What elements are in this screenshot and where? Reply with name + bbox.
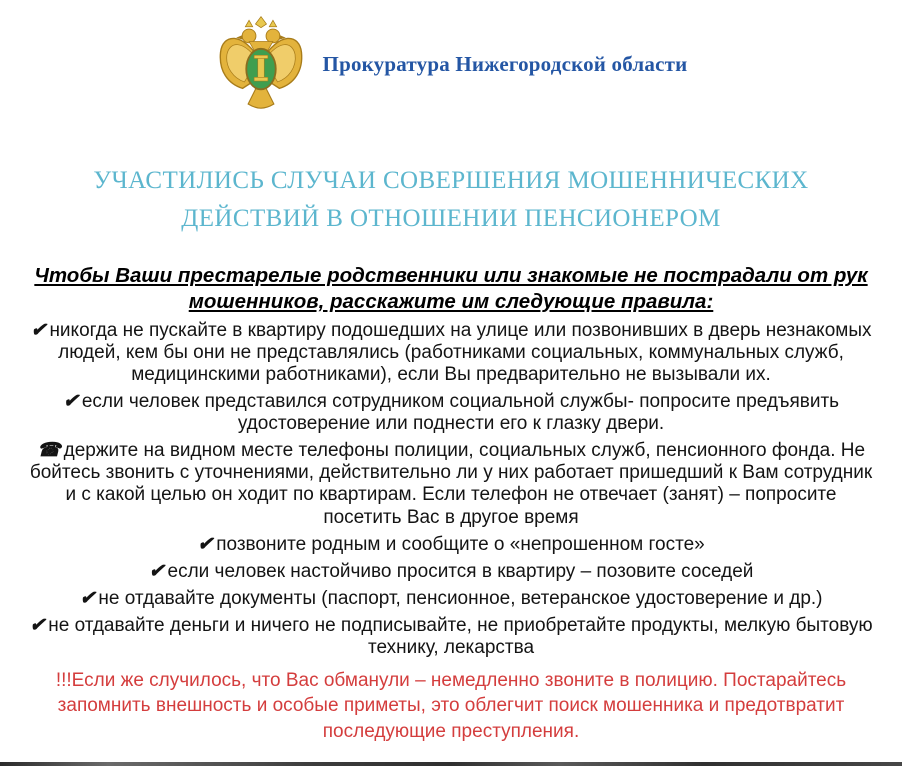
rule-text: не отдавайте деньги и ничего не подписывайте, не приобретайте продукты, мелкую бытовую технику, лекарства <box>48 614 873 658</box>
rule-text: позвоните родным и сообщите о «непрошенном госте» <box>216 533 705 555</box>
bottom-divider-bar <box>0 762 902 766</box>
org-name: Прокуратура Нижегородской области <box>322 51 688 76</box>
rule-item <box>26 561 876 583</box>
intro-statement: Чтобы Ваши престарелые родственники или знакомые не пострадали от рук мошенников, расскажите им следующие правила: <box>34 264 868 313</box>
title-line-1: УЧАСТИЛИСЬ СЛУЧАИ СОВЕРШЕНИЯ МОШЕННИЧЕСКИХ <box>93 167 809 194</box>
rule-item <box>26 534 876 556</box>
rule-text: не отдавайте документы (паспорт, пенсионное, ветеранское удостоверение и др.) <box>98 587 823 609</box>
header <box>0 0 902 114</box>
prosecutor-emblem-icon <box>215 15 307 113</box>
phone-icon: ☎ <box>36 440 61 462</box>
rule-item <box>26 320 876 386</box>
check-icon: ✔ <box>197 533 214 555</box>
page-title <box>0 162 902 237</box>
rules-list <box>26 320 876 658</box>
check-icon: ✔ <box>29 614 46 636</box>
rule-text: держите на видном месте телефоны полиции, социальных служб, пенсионного фонда. Не бойтесь звонить с уточнениями, действительно ли у них работает пришедший к Вам сотрудник и с какой целью он ходит по квартирам. Если телефон не отвечает (занят) – попросите посетить Вас в другое время <box>29 440 873 528</box>
rule-item <box>26 615 876 659</box>
check-icon: ✔ <box>148 560 165 582</box>
title-line-2: ДЕЙСТВИЙ В ОТНОШЕНИИ ПЕНСИОНЕРОМ <box>181 204 721 232</box>
rule-item <box>26 391 876 435</box>
rule-text: никогда не пускайте в квартиру подошедших на улице или позвонивших в дверь незнакомых людей, кем бы они не представлялись (работниками социальных, коммунальных служб, медицинскими работниками), если Вы предварительно не вызывали их. <box>49 320 872 386</box>
check-icon: ✔ <box>79 587 96 609</box>
warning-text: !!!Если же случилось, что Вас обманули – немедленно звоните в полицию. Постарайтесь запомнить внешность и особые приметы, это облегчит поиск мошенника и предотвратит последующие преступления. <box>55 669 847 742</box>
check-icon: ✔ <box>30 320 47 342</box>
rule-item <box>26 588 876 610</box>
check-icon: ✔ <box>62 391 79 413</box>
rule-text: если человек представился сотрудником социальной службы- попросите предъявить удостоверение или поднести его к глазку двери. <box>81 391 840 435</box>
rule-item <box>26 440 876 528</box>
rule-text: если человек настойчиво просится в квартиру – позовите соседей <box>167 560 754 582</box>
